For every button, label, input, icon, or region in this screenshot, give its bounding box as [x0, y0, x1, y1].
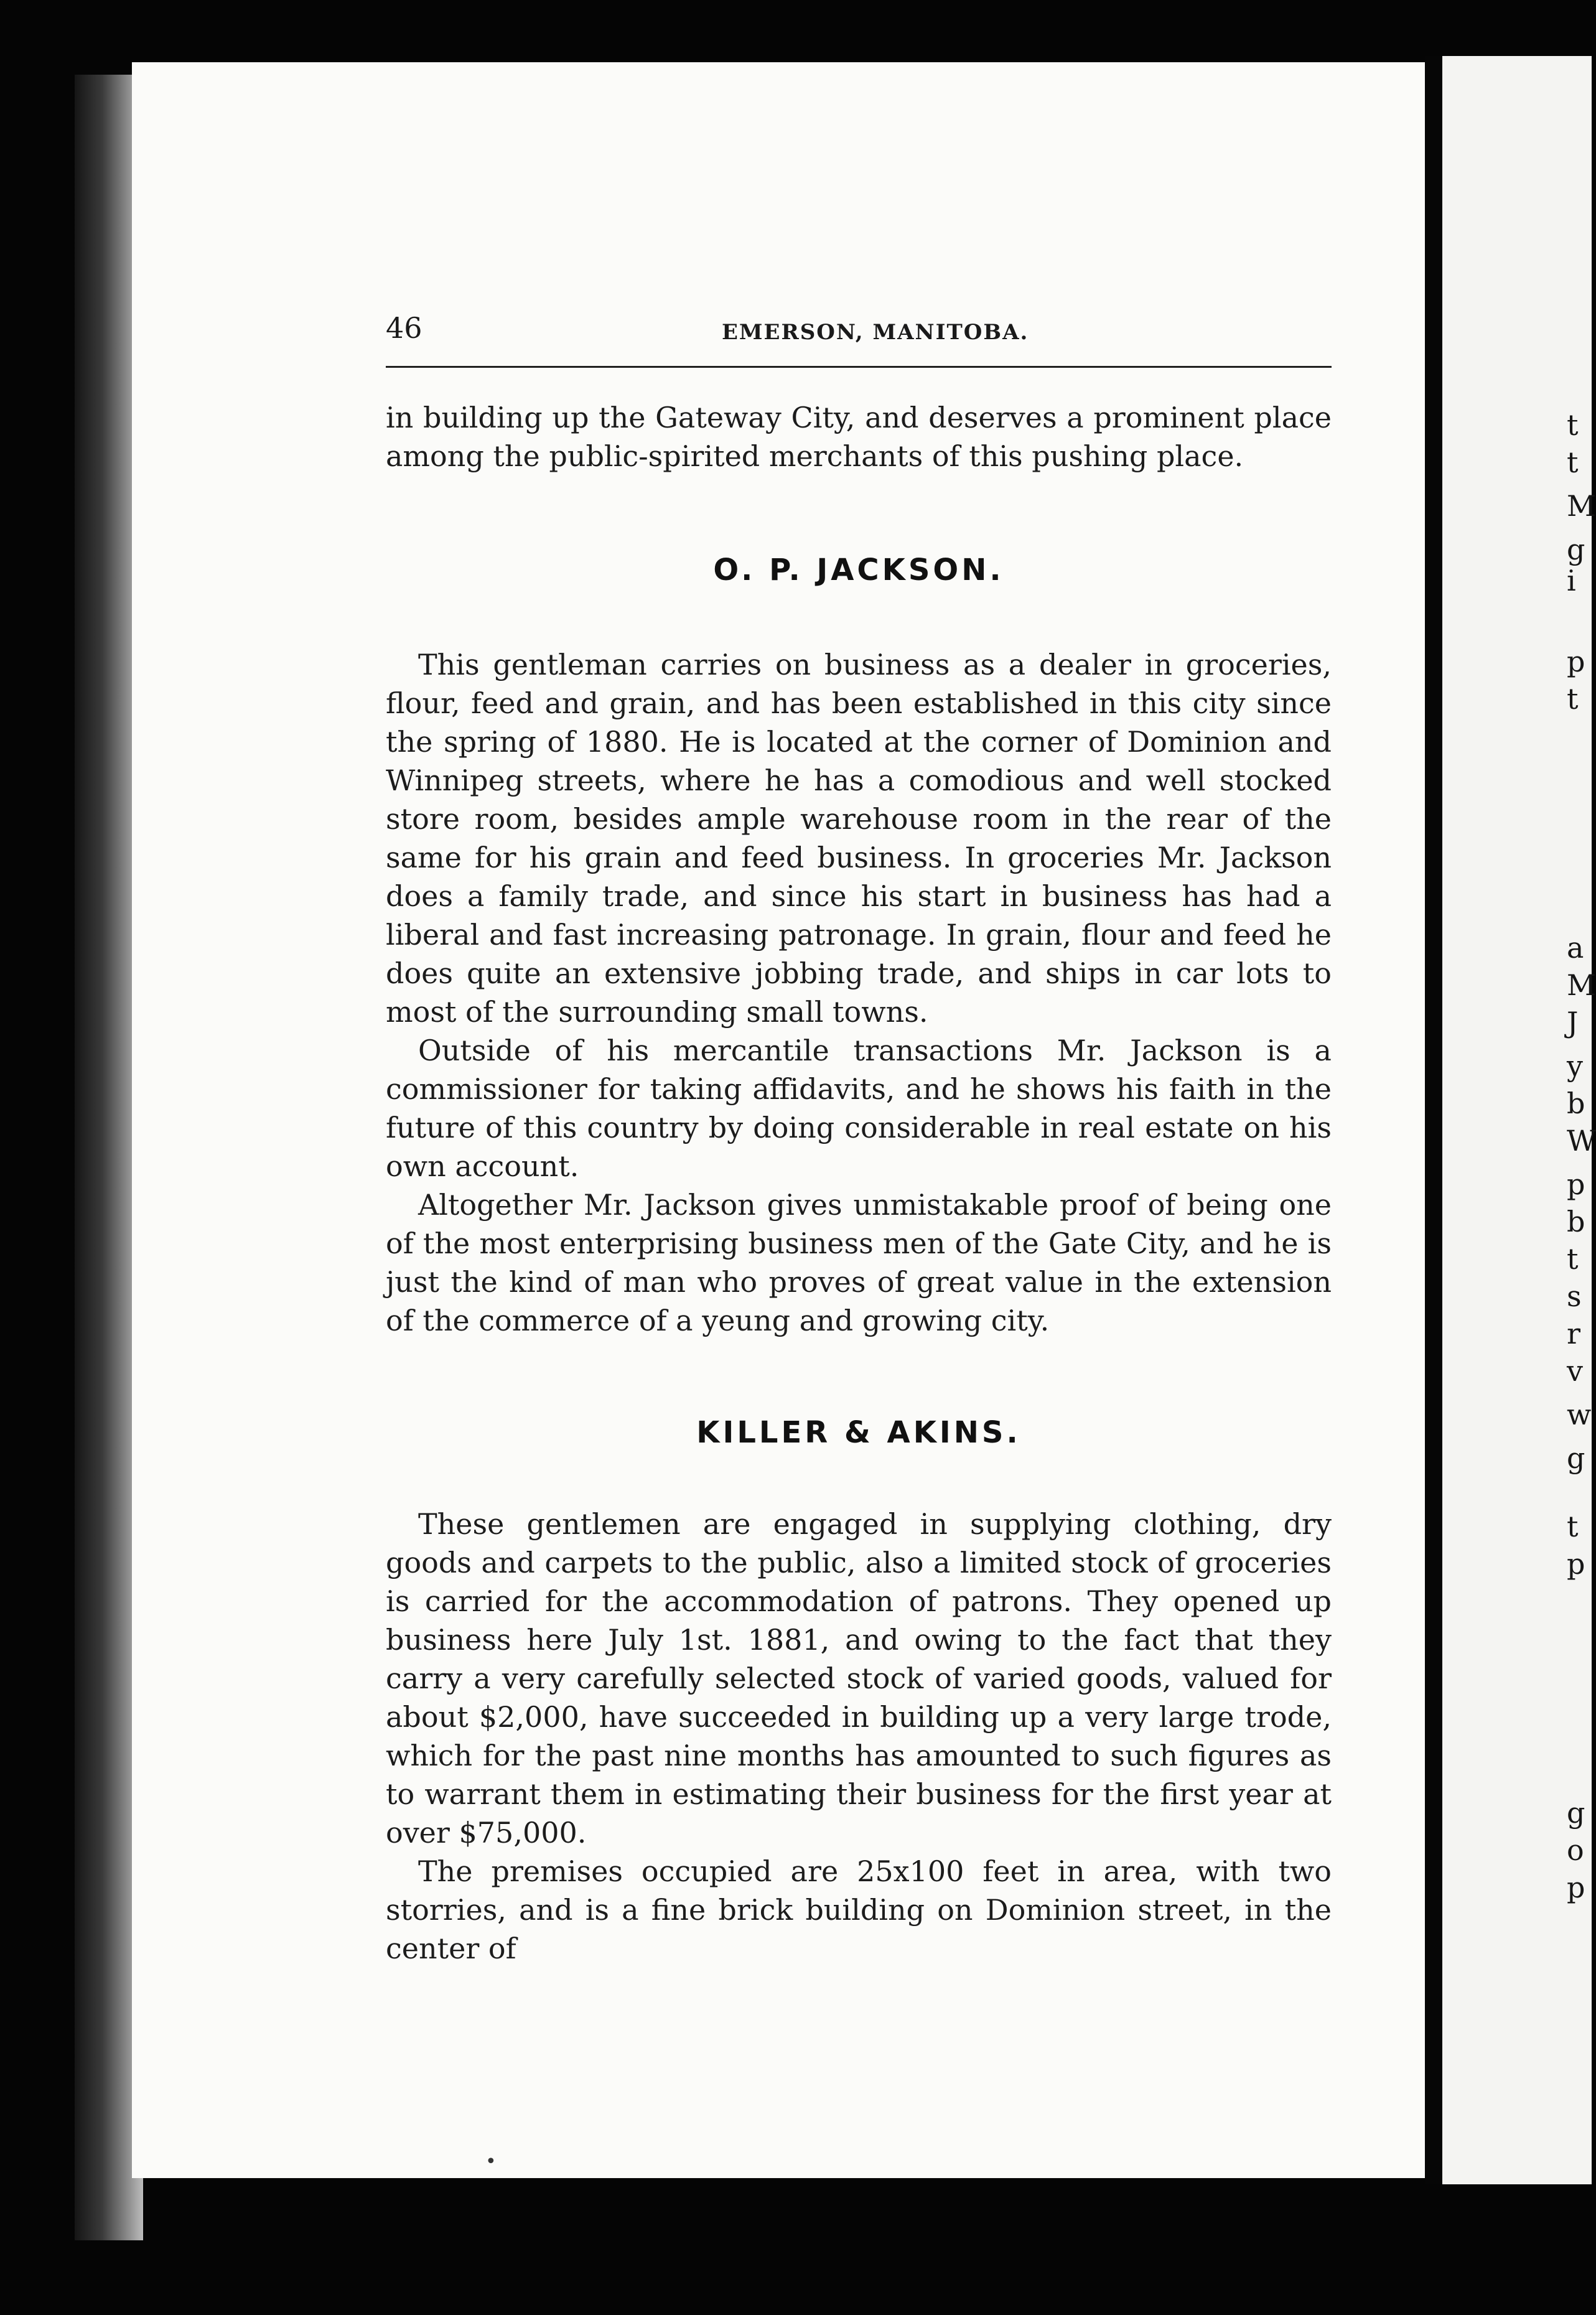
facing-page-letter: t — [1567, 446, 1579, 479]
footer-mark: • — [485, 2151, 497, 2172]
facing-page-letter: t — [1567, 682, 1579, 716]
section-heading-killer-akins: KILLER & AKINS. — [696, 1415, 1021, 1450]
facing-page-letter: g — [1567, 1796, 1585, 1830]
facing-page-letter: p — [1567, 1167, 1585, 1201]
section-body-killer-akins — [386, 1505, 1332, 1968]
facing-page-letter: p — [1567, 1547, 1585, 1581]
page-header — [386, 311, 1332, 348]
facing-page-letter: w — [1567, 1398, 1592, 1431]
paragraph: The premises occupied are 25x100 feet in area, with two storries, and is a fine brick building on Dominion street, in the center of — [386, 1854, 1332, 1965]
facing-page-letter: g — [1567, 533, 1585, 566]
facing-page-letter: i — [1567, 564, 1576, 597]
facing-page-letter: t — [1567, 1510, 1579, 1543]
facing-page-letter: g — [1567, 1441, 1585, 1475]
paragraph: Altogether Mr. Jackson gives unmistakable proof of being one of the most enterprising business men of the Gate City, and he is just the kind of man who proves of great value in the extension of the commerce of a yeung and growing city. — [386, 1188, 1332, 1337]
facing-page-letter: b — [1567, 1205, 1585, 1238]
facing-page-letter: J — [1567, 1006, 1579, 1039]
facing-page-letter: a — [1567, 931, 1584, 965]
header-rule — [386, 366, 1332, 368]
paragraph: Outside of his mercantile transactions Mr. Jackson is a commissioner for taking affidavits, and he shows his faith in the future of this country by doing considerable in real estate on his own account. — [386, 1034, 1332, 1183]
facing-page-letter: M — [1567, 489, 1596, 523]
section-heading-jackson: O. P. JACKSON. — [713, 553, 1004, 587]
paragraph: These gentlemen are engaged in supplying clothing, dry goods and carpets to the public, also a limited stock of groceries is carried for the accommodation of patrons. They opened up business here July 1st. 1881, and owing to the fact that they carry a very carefully selected stock of varied goods, valued for about $2,000, have succeeded in building up a very large trode, which for the past nine months has amounted to such figures as to warrant them in estimating their business for the first year at over $75,000. — [386, 1507, 1332, 1850]
facing-page-letter: s — [1567, 1279, 1582, 1313]
facing-page-letter: M — [1567, 968, 1596, 1002]
continuation-text — [386, 398, 1332, 475]
facing-page-letter: W — [1567, 1124, 1596, 1158]
continuation-paragraph: in building up the Gateway City, and deserves a prominent place among the public-spirited merchants of this pushing place. — [386, 401, 1332, 473]
facing-page-letter: t — [1567, 1242, 1579, 1276]
facing-page-letter: r — [1567, 1317, 1580, 1350]
paragraph: This gentleman carries on business as a dealer in groceries, flour, feed and grain, and has been established in this city since the spring of 1880. He is located at the corner of Dominion and Winnipeg streets, where he has a comodious and well stocked store room, besides ample warehouse room in the rear of the same for his grain and feed business. In groceries Mr. Jackson does a family trade, and since his start in business has had a liberal and fast increasing patronage. In grain, flour and feed he does quite an extensive jobbing trade, and ships in car lots to most of the surrounding small towns. — [386, 648, 1332, 1029]
facing-page-letter: v — [1567, 1354, 1583, 1388]
page-number: 46 — [386, 311, 422, 345]
section-body-jackson — [386, 645, 1332, 1340]
facing-page-letter: p — [1567, 1871, 1585, 1904]
running-title: EMERSON, MANITOBA. — [722, 320, 1029, 345]
facing-page-letter: b — [1567, 1087, 1585, 1120]
facing-page-letter: y — [1567, 1049, 1583, 1083]
facing-page-letter: p — [1567, 645, 1585, 678]
facing-page-letter: o — [1567, 1833, 1584, 1867]
facing-page-letter: t — [1567, 408, 1579, 442]
